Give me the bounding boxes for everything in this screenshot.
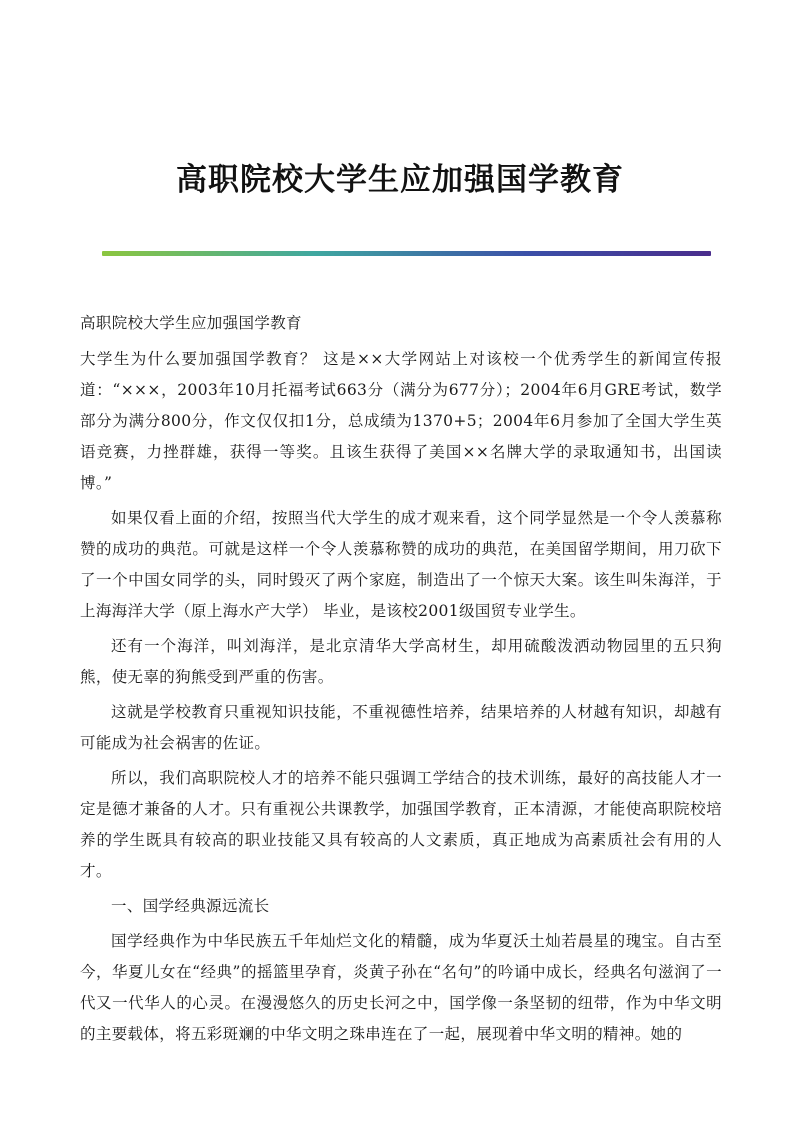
paragraph-body: 所以，我们高职院校人才的培养不能只强调工学结合的技术训练，最好的高技能人才一定是德才兼备的人才。只有重视公共课教学，加强国学教育，正本清源，才能使高职院校培养的学生既具有较高的职业技能又具有较高的人文素质，真正地成为高素质社会有用的人才。 bbox=[80, 769, 722, 880]
paragraph-body: 如果仅看上面的介绍，按照当代大学生的成才观来看，这个同学显然是一个令人羡慕称赞的成功的典范。可就是这样一个令人羡慕称赞的成功的典范，在美国留学期间，用刀砍下了一个中国女同学的头，同时毁灭了两个家庭，制造出了一个惊天大案。该生叫朱海洋，于上海海洋大学（原上海水产大学） 毕业，是该校2001级国贸专业学生。 bbox=[80, 509, 722, 620]
paragraph-body: 还有一个海洋，叫刘海洋，是北京清华大学高材生，却用硫酸泼洒动物园里的五只狗熊，使无辜的狗熊受到严重的伤害。 bbox=[80, 637, 722, 686]
document-body bbox=[80, 308, 722, 1054]
document-title: 高职院校大学生应加强国学教育 bbox=[176, 162, 624, 198]
paragraph-body: 这就是学校教育只重视知识技能，不重视德性培养，结果培养的人材越有知识，却越有可能成为社会祸害的佐证。 bbox=[80, 703, 722, 752]
paragraph-body: 国学经典作为中华民族五千年灿烂文化的精髓，成为华夏沃土灿若晨星的瑰宝。自古至今，华夏儿女在“经典”的摇篮里孕育，炎黄子孙在“名句”的吟诵中成长，经典名句滋润了一代又一代华人的心灵。在漫漫悠久的历史长河之中，国学像一条坚韧的纽带，作为中华文明的主要载体，将五彩斑斓的中华文明之珠串连在了一起，展现着中华文明的精神。她的 bbox=[80, 932, 722, 1043]
title-divider bbox=[102, 251, 711, 256]
paragraph-intro: 大学生为什么要加强国学教育？ 这是××大学网站上对该校一个优秀学生的新闻宣传报道：“×××，2003年10月托福考试663分（满分为677分）；2004年6月GRE考试，数学部分为满分800分，作文仅仅扣1分，总成绩为1370+5；2004年6月参加了全国大学生英语竞赛，力挫群雄，获得一等奖。且该生获得了美国××名牌大学的录取通知书，出国读博。” bbox=[80, 350, 722, 492]
document-subtitle: 高职院校大学生应加强国学教育 bbox=[80, 314, 302, 332]
section-heading: 一、国学经典源远流长 bbox=[111, 897, 270, 915]
